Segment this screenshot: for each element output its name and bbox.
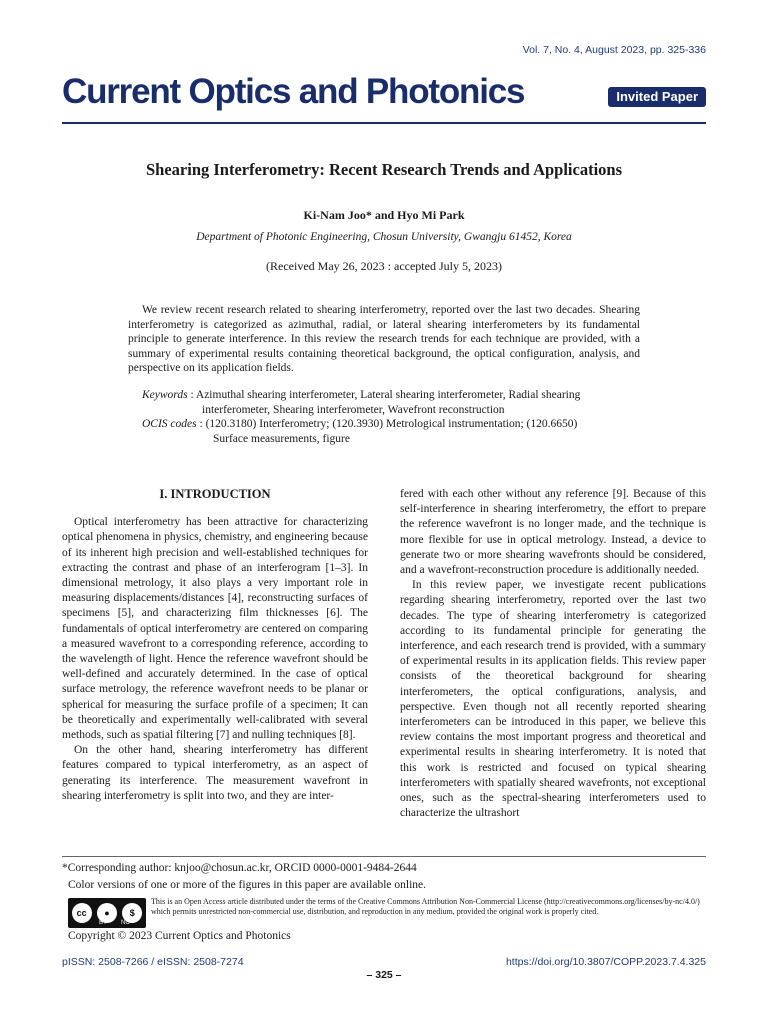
paragraph: In this review paper, we investigate recent publications regarding shearing interferometry, reported over the last two decades. The type of shearing interferometry is categorized according to its fundamental principle for generating the interference, and each research trend is provided, with a summary of experimental results in its application fields. This review paper consists of the theoretical background for shearing interferometers, the optical configurations, analysis, and perspective. Even though not all recently reported shearing interferometers can be introduced in this paper, we believe this review contains the most important progress and theoretical and experimental results in shearing interferometry. It is noted that this work is restricted and focused on typical shearing interferometers with spatially sheared wavefronts, not exceptional ones, such as the spectral-shearing interferometers used to characterize the ultrashort — [400, 579, 706, 820]
right-column — [400, 487, 706, 821]
page-number: – 325 – — [366, 969, 402, 981]
corresponding-author: *Corresponding author: knjoo@chosun.ac.kr, ORCID 0000-0001-9484-2644 — [62, 862, 417, 874]
doi-link[interactable]: https://doi.org/10.3807/COPP.2023.7.4.325 — [505, 956, 706, 968]
keywords: Keywords : Azimuthal shearing interferometer, Lateral shearing interferometer, Radial shearing interferometer, Shearing interferometer, Wavefront reconstruction — [142, 388, 640, 417]
cc-by-label: BY — [99, 920, 108, 926]
ocis-label: OCIS codes — [142, 418, 197, 430]
keywords-label: Keywords — [142, 389, 188, 401]
header-divider — [62, 122, 706, 124]
paragraph: Optical interferometry has been attractive for characterizing optical phenomena in physics, chemistry, and engineering because of its inherent high precision and well-established techniques for extracting the contrast and phase of an interferogram [1–3]. In dimensional metrology, it also plays a very important role in measuring displacements/distances [4], reconstructing surfaces of specimens [5], and characterizing film thicknesses [6]. The fundamentals of optical interferometry are centered on comparing a measured wavefront to a corresponding reference, according to the wavelength of light. Hence the reference wavefront should be well-defined and accurately determined. In the case of optical surface metrology, the reference wavefront needs to be planar or spherical for measuring the surface profile of a specimen; It can be theoretically and experimentally well-calibrated with several methods, such as spatial filtering [7] and nulling techniques [8]. — [62, 516, 368, 742]
ocis-codes: OCIS codes : (120.3180) Interferometry; (120.3930) Metrological instrumentation; (120.6650) Surface measurements, figure — [142, 417, 640, 446]
cc-icon: cc — [72, 903, 92, 923]
abstract: We review recent research related to shearing interferometry, reported over the last two decades. Shearing interferometry is categorized as azimuthal, radial, or lateral shearing interferometers by its fundamental principle to generate interference. In this review the research trends for each technique are provided, with a summary of experimental results containing theoretical background, the optical configuration, analysis, and perspective on its application fields. — [128, 304, 640, 374]
by-icon: ● — [97, 903, 117, 923]
issn: pISSN: 2508-7266 / eISSN: 2508-7274 — [62, 956, 244, 968]
ocis-line-2: Surface measurements, figure — [213, 432, 350, 445]
invited-paper-badge: Invited Paper — [608, 87, 706, 107]
paragraph: On the other hand, shearing interferometry has different features compared to typical interferometry, as an aspect of generating its interference. The measurement wavefront in shearing interferometry is split into two, and they are inter- — [62, 744, 368, 802]
ocis-line-1: (120.3180) Interferometry; (120.3930) Metrological instrumentation; (120.6650) — [205, 418, 578, 430]
license-text: This is an Open Access article distributed under the terms of the Creative Commons Attribution Non-Commercial License (http://creativecommons.org/licenses/by-nc/4.0/) which permits unrestricted non-commercial use, distribution, and reproduction in any medium, provided the original work is properly cited. — [151, 897, 700, 916]
paragraph: fered with each other without any reference [9]. Because of this self-interference in shearing interferometry, the effort to prepare the reference wavefront is no longer made, and the technique is more flexible for use in optical metrology. Instead, a device to generate two or more shearing wavefronts should be considered, and a wavefront-reconstruction procedure is additionally needed. — [400, 488, 706, 577]
cc-license-icon — [68, 898, 146, 928]
volume-info: Vol. 7, No. 4, August 2023, pp. 325-336 — [522, 44, 706, 56]
color-note: Color versions of one or more of the figures in this paper are available online. — [68, 879, 426, 891]
copyright: Copyright © 2023 Current Optics and Photonics — [68, 930, 291, 942]
journal-title: Current Optics and Photonics — [62, 72, 525, 111]
keywords-line-1: Azimuthal shearing interferometer, Lateral shearing interferometer, Radial shearing — [195, 389, 581, 401]
received-dates: (Received May 26, 2023 : accepted July 5, 2023) — [266, 259, 502, 273]
author-list: Ki-Nam Joo* and Hyo Mi Park — [303, 208, 465, 222]
nc-icon: $ — [122, 903, 142, 923]
cc-nc-label: NC — [121, 920, 130, 926]
article-title: Shearing Interferometry: Recent Research Trends and Applications — [145, 160, 623, 179]
left-column — [62, 487, 368, 804]
affiliation: Department of Photonic Engineering, Chosun University, Gwangju 61452, Korea — [196, 231, 572, 243]
keywords-line-2: interferometer, Shearing interferometer, Wavefront reconstruction — [202, 403, 505, 416]
section-heading: I. INTRODUCTION — [159, 487, 271, 501]
footnote-divider — [62, 856, 706, 857]
